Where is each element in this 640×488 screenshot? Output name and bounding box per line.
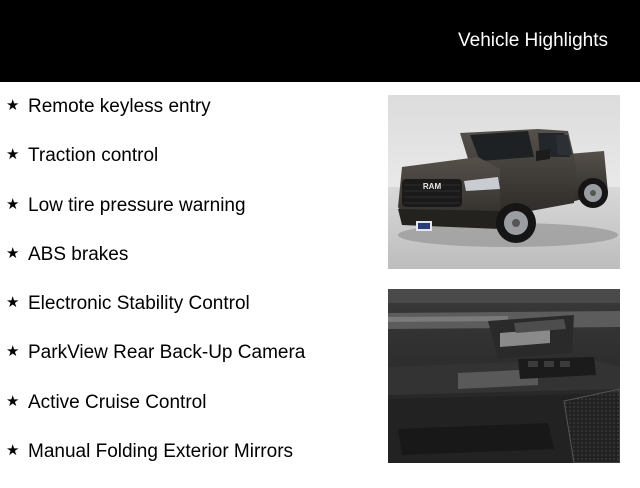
- star-icon: ★: [6, 195, 20, 213]
- feature-item: [0, 242, 380, 291]
- star-icon: ★: [6, 294, 20, 312]
- feature-label: Active Cruise Control: [28, 391, 207, 413]
- feature-label: Low tire pressure warning: [28, 194, 246, 216]
- feature-label: Remote keyless entry: [28, 96, 211, 117]
- star-icon: ★: [6, 343, 20, 361]
- feature-item: [0, 94, 380, 143]
- page-title: Vehicle Highlights: [458, 30, 608, 51]
- feature-item: [0, 143, 380, 192]
- star-icon: ★: [6, 146, 20, 164]
- truck-exterior-photo: [388, 95, 620, 269]
- star-icon: ★: [6, 442, 20, 460]
- feature-item: [0, 340, 380, 389]
- ram-badge: RAM: [422, 182, 442, 191]
- star-icon: ★: [6, 97, 20, 114]
- feature-label: Electronic Stability Control: [28, 293, 250, 315]
- star-icon: ★: [6, 392, 20, 410]
- feature-label: ParkView Rear Back-Up Camera: [28, 342, 306, 364]
- feature-item: [0, 439, 380, 488]
- door-interior-photo: [388, 289, 620, 463]
- feature-label: Traction control: [28, 145, 159, 167]
- feature-list: [0, 94, 380, 488]
- header-bar: [0, 0, 640, 82]
- feature-label: ABS brakes: [28, 243, 129, 265]
- star-icon: ★: [6, 244, 20, 262]
- feature-label: Manual Folding Exterior Mirrors: [28, 441, 294, 463]
- feature-item: [0, 390, 380, 439]
- feature-item: [0, 193, 380, 242]
- feature-item: [0, 291, 380, 340]
